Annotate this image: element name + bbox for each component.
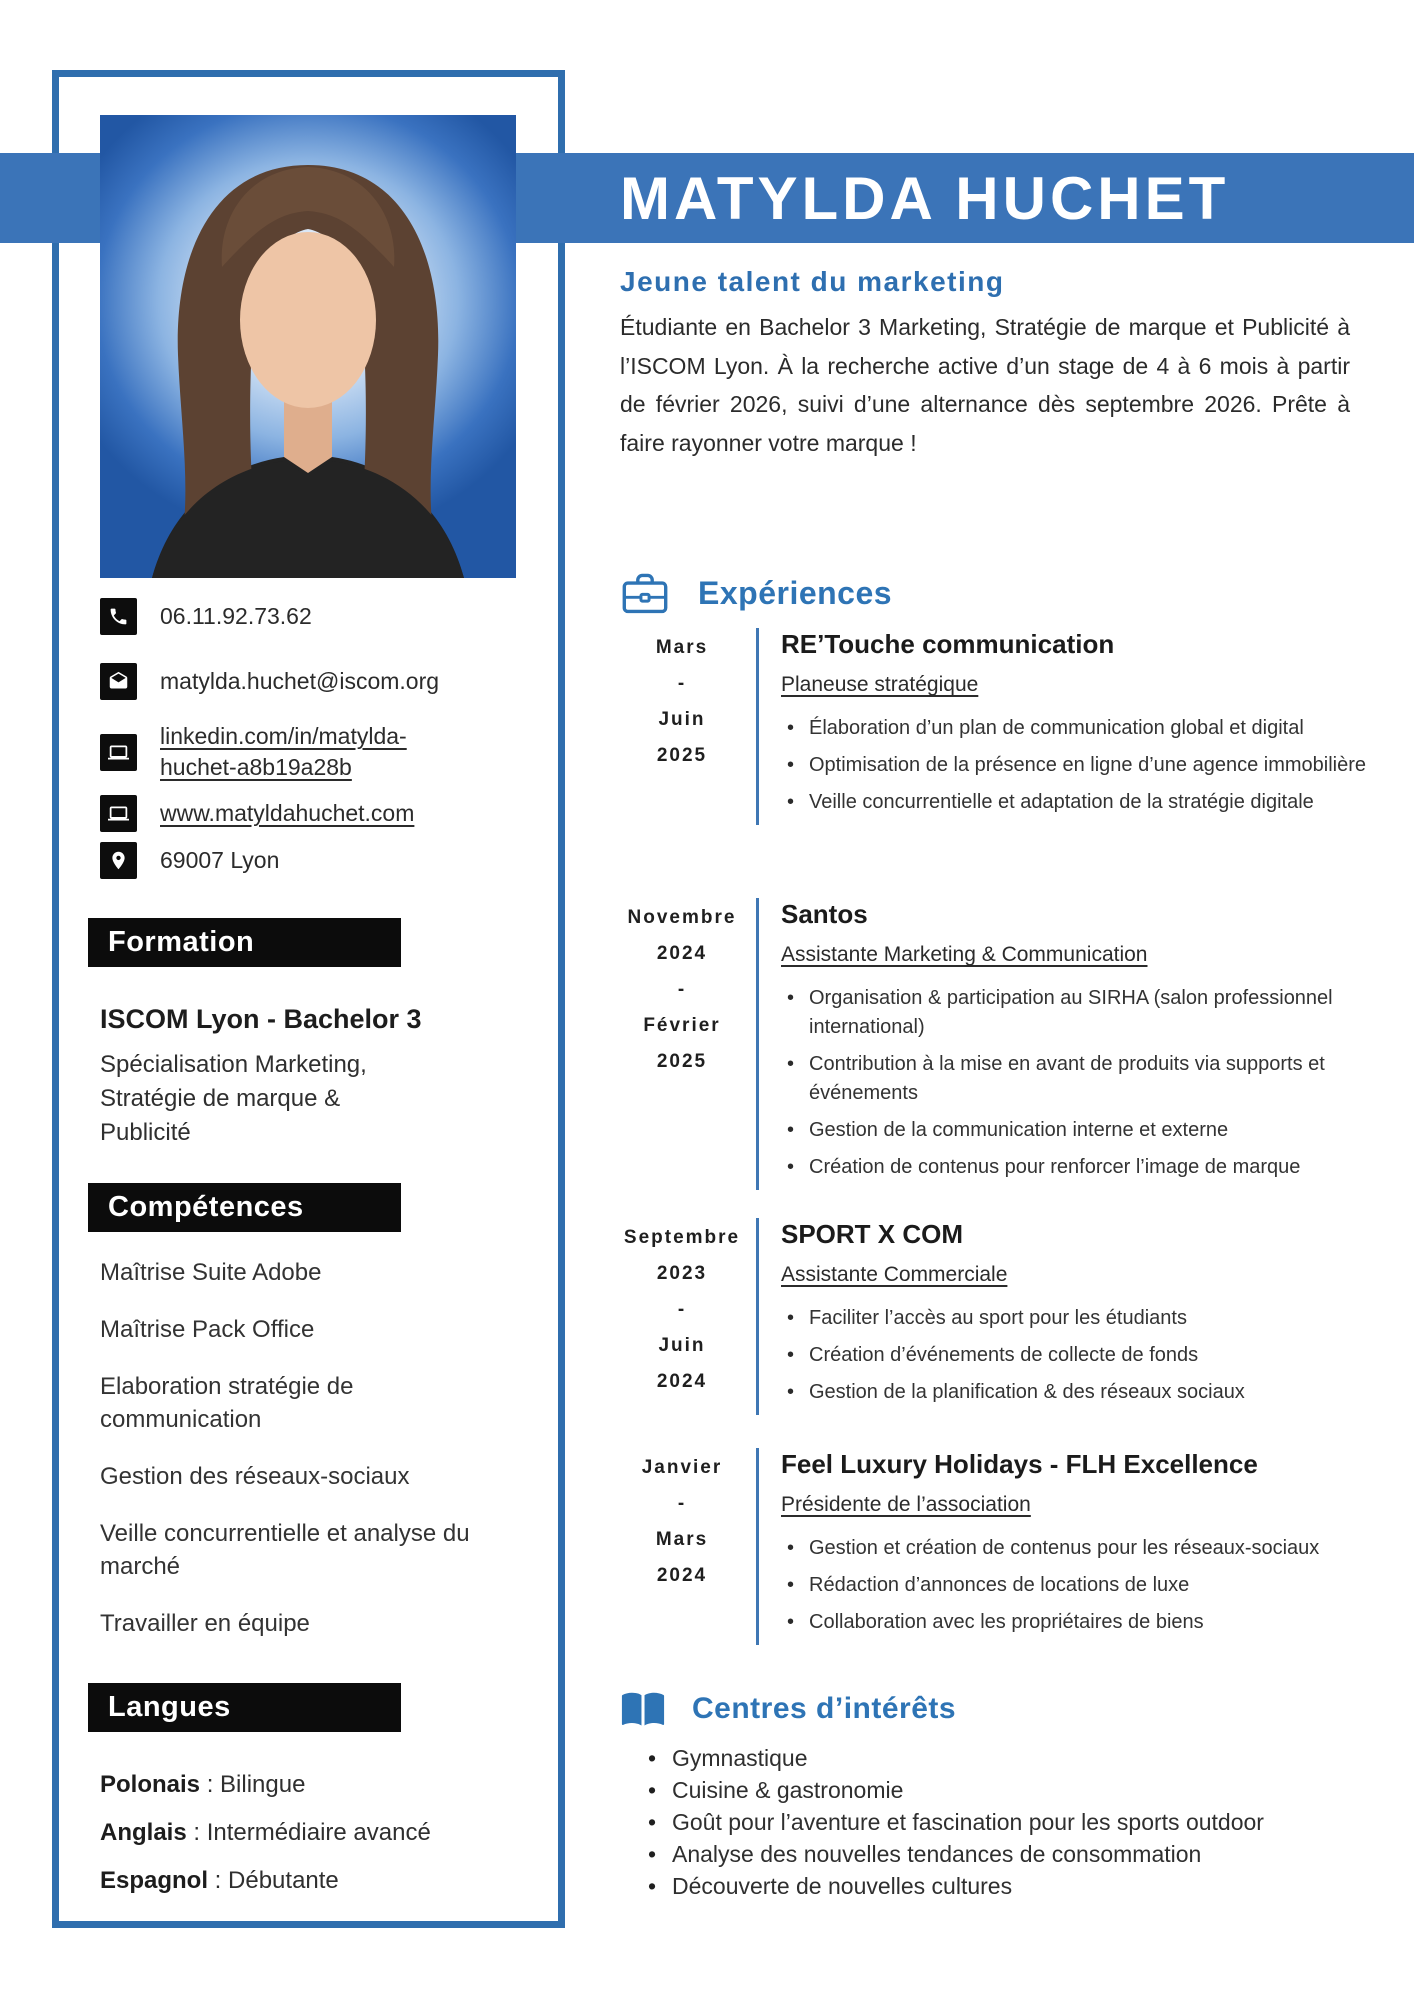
language-level: : Débutante	[208, 1867, 339, 1894]
experience-entry	[618, 1448, 1373, 1645]
experience-dates: Mars - Juin 2025	[655, 637, 709, 766]
experience-bullets	[781, 1534, 1373, 1637]
experience-bullets	[781, 1304, 1373, 1407]
experience-company: RE’Touche communication	[781, 629, 1115, 659]
experience-bullet: • Gestion et création de contenus pour les réseaux-sociaux	[781, 1534, 1373, 1563]
contact-text: matylda.huchet@iscom.org	[160, 668, 440, 694]
experience-entry	[618, 628, 1373, 825]
interests-list	[642, 1742, 1292, 1902]
experience-bullet: • Optimisation de la présence en ligne d’une agence immobilière	[781, 751, 1373, 780]
briefcase-icon	[618, 566, 672, 620]
experience-bullet: • Collaboration avec les propriétaires de biens	[781, 1608, 1373, 1637]
formation-degree: ISCOM Lyon - Bachelor 3	[100, 1004, 422, 1034]
contact-row	[100, 721, 500, 783]
location-pin-icon	[100, 842, 137, 879]
interest-item: • Goût pour l’aventure et fascination pour les sports outdoor	[642, 1806, 1292, 1838]
contact-row	[100, 795, 500, 832]
langues-section-header: Langues	[88, 1683, 401, 1732]
contact-text: 69007 Lyon	[160, 847, 280, 873]
experience-bullet: • Gestion de la communication interne et externe	[781, 1116, 1373, 1145]
experience-slot-2	[618, 898, 1373, 1190]
contact-row	[100, 842, 500, 879]
open-book-icon	[620, 1686, 666, 1732]
experience-bullet: • Faciliter l’accès au sport pour les étudiants	[781, 1304, 1373, 1333]
experience-dates: Septembre 2023 - Juin 2024	[623, 1227, 741, 1392]
contact-list	[100, 598, 500, 879]
experience-content	[759, 1448, 1373, 1645]
interest-item: • Gymnastique	[642, 1742, 1292, 1774]
language-item	[100, 1768, 431, 1801]
experience-dates: Janvier - Mars 2024	[641, 1457, 723, 1586]
experience-role: Assistante Marketing & Communication	[781, 943, 1148, 966]
experience-content	[759, 1218, 1373, 1415]
experience-bullet: • Contribution à la mise en avant de produits via supports et événements	[781, 1050, 1373, 1108]
skill-item: Elaboration stratégie de communication	[100, 1373, 354, 1433]
laptop-icon	[100, 734, 137, 771]
contact-row	[100, 663, 500, 700]
skill-item: Veille concurrentielle et analyse du marché	[100, 1520, 470, 1580]
experience-bullet: • Veille concurrentielle et adaptation de la stratégie digitale	[781, 788, 1373, 817]
languages-list	[100, 1768, 431, 1912]
experience-role: Planeuse stratégique	[781, 673, 979, 696]
experience-bullets	[781, 714, 1373, 817]
skill-item: Travailler en équipe	[100, 1610, 310, 1637]
experience-bullet: • Gestion de la planification & des réseaux sociaux	[781, 1378, 1373, 1407]
tagline: Jeune talent du marketing	[620, 266, 1005, 297]
experience-role: Présidente de l’association	[781, 1493, 1031, 1516]
contact-row	[100, 598, 500, 635]
envelope-icon	[100, 663, 137, 700]
experience-slot-1	[618, 628, 1373, 825]
experience-bullet: • Création d’événements de collecte de fonds	[781, 1341, 1373, 1370]
profile-photo	[100, 115, 516, 578]
experience-bullet: • Création de contenus pour renforcer l’image de marque	[781, 1153, 1373, 1182]
competences-section-header: Compétences	[88, 1183, 401, 1232]
experience-company: Santos	[781, 899, 868, 929]
experience-dates: Novembre 2024 - Février 2025	[627, 907, 737, 1072]
experience-company: Feel Luxury Holidays - FLH Excellence	[781, 1449, 1258, 1479]
page-title: MATYLDA HUCHET	[620, 165, 1230, 232]
language-label: Anglais	[100, 1819, 187, 1846]
experience-role: Assistante Commerciale	[781, 1263, 1008, 1286]
language-item	[100, 1864, 431, 1897]
contact-link[interactable]: www.matyldahuchet.com	[160, 800, 415, 826]
interest-item: • Découverte de nouvelles cultures	[642, 1870, 1292, 1902]
language-item	[100, 1816, 431, 1849]
experience-content	[759, 628, 1373, 825]
interests-title: Centres d’intérêts	[692, 1692, 957, 1725]
contact-text: 06.11.92.73.62	[160, 603, 312, 629]
skill-item: Maîtrise Pack Office	[100, 1316, 315, 1343]
formation-section-header: Formation	[88, 918, 401, 967]
experience-bullet: • Rédaction d’annonces de locations de luxe	[781, 1571, 1373, 1600]
portrait-illustration	[100, 115, 516, 578]
skills-list	[100, 1256, 508, 1664]
experience-content	[759, 898, 1373, 1190]
skill-item: Gestion des réseaux-sociaux	[100, 1463, 410, 1490]
contact-link[interactable]: linkedin.com/in/matylda-huchet-a8b19a28b	[160, 723, 407, 780]
interests-section-header	[620, 1686, 956, 1732]
interest-item: • Cuisine & gastronomie	[642, 1774, 1292, 1806]
language-level: : Bilingue	[200, 1771, 306, 1798]
skill-item: Maîtrise Suite Adobe	[100, 1259, 322, 1286]
laptop-icon	[100, 795, 137, 832]
experiences-section-header	[618, 566, 892, 620]
language-label: Polonais	[100, 1771, 201, 1798]
language-label: Espagnol	[100, 1867, 209, 1894]
experience-bullet: • Organisation & participation au SIRHA (salon professionnel international)	[781, 984, 1373, 1042]
experiences-title: Expériences	[698, 574, 893, 611]
experience-company: SPORT X COM	[781, 1219, 964, 1249]
experience-slot-4	[618, 1448, 1373, 1645]
experience-entry	[618, 1218, 1373, 1415]
experience-bullet: • Élaboration d’un plan de communication global et digital	[781, 714, 1373, 743]
experience-entry	[618, 898, 1373, 1190]
formation-details: Spécialisation Marketing, Stratégie de marque & Publicité	[100, 1051, 367, 1146]
interest-item: • Analyse des nouvelles tendances de consommation	[642, 1838, 1292, 1870]
language-level: : Intermédiaire avancé	[186, 1819, 431, 1846]
profile-summary: Étudiante en Bachelor 3 Marketing, Stratégie de marque et Publicité à l’ISCOM Lyon. À la recherche active d’un stage de 4 à 6 mois à partir de février 2026, suivi d’une alternance dès septembre 2026. Prête à faire rayonner votre marque !	[620, 314, 1350, 456]
phone-icon	[100, 598, 137, 635]
experience-slot-3	[618, 1218, 1373, 1415]
experience-bullets	[781, 984, 1373, 1182]
